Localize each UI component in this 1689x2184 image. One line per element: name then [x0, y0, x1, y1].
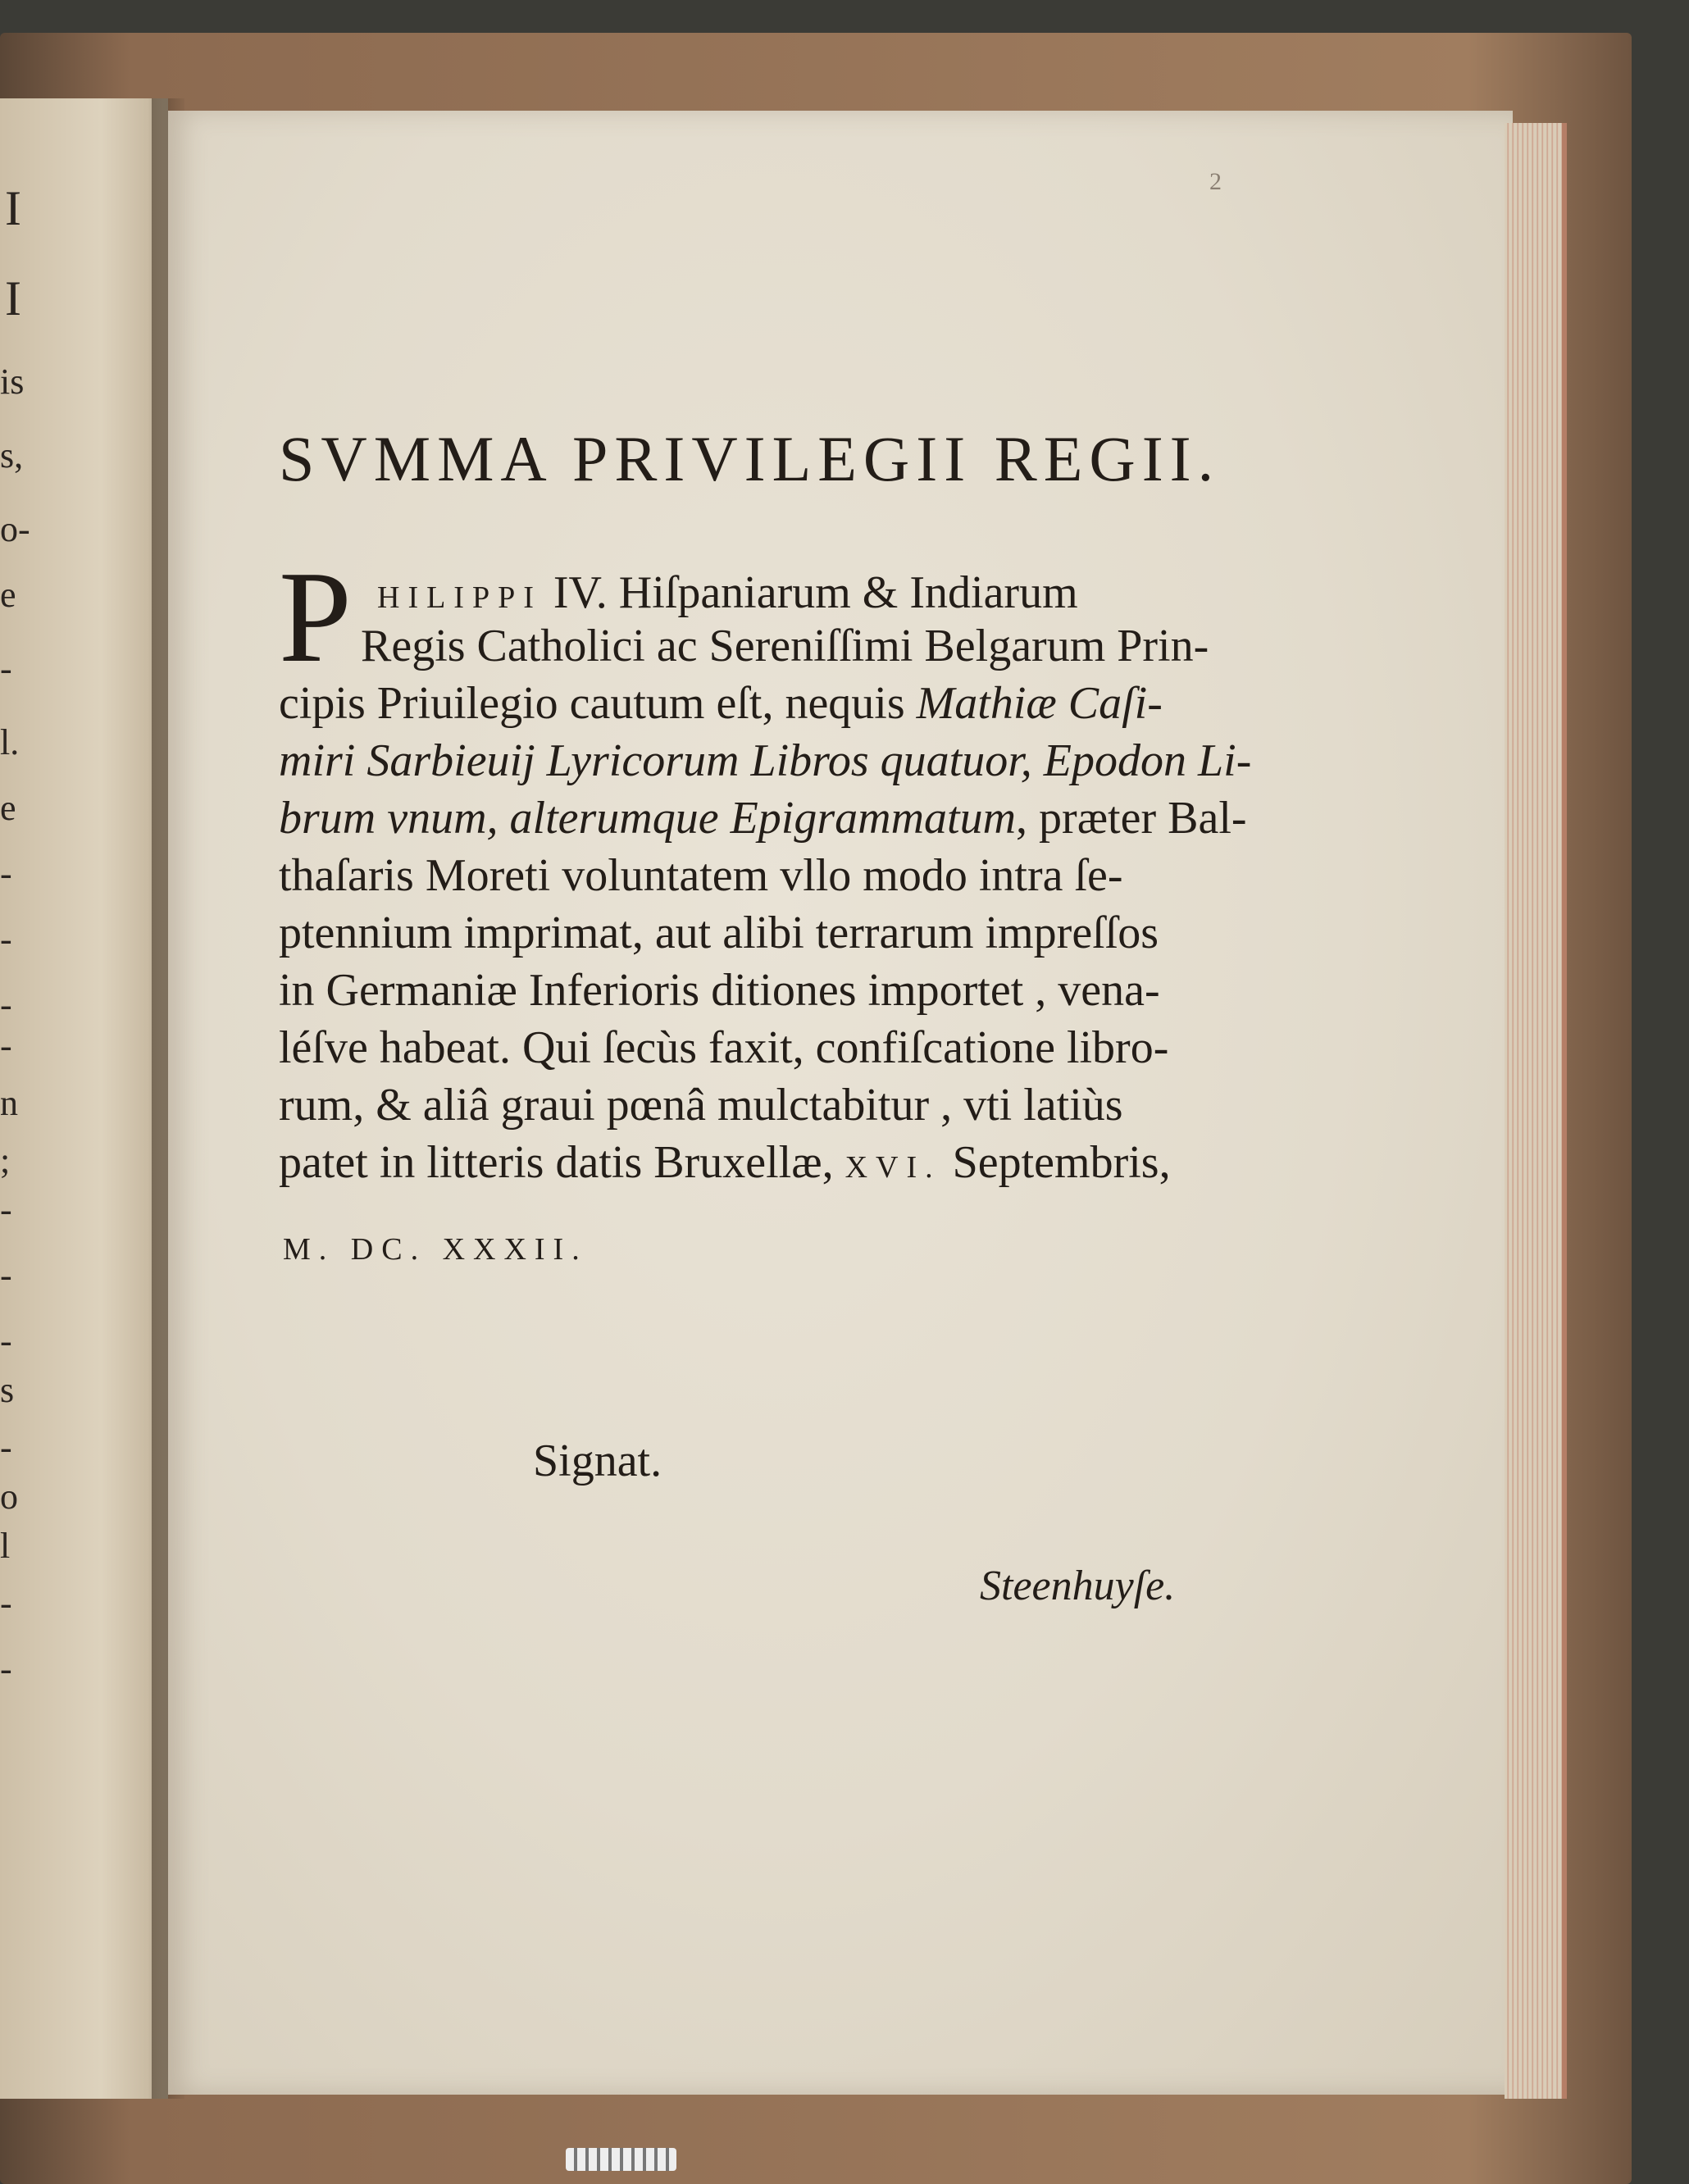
text-run: , præter Bal- [1016, 793, 1247, 844]
body-line [279, 1078, 1123, 1132]
text-run: rum, & aliâ graui pœnâ mulctabitur , vti latiùs [279, 1080, 1123, 1131]
page-title: SVMMA PRIVILEGII REGII. [279, 423, 1221, 494]
text-run: in Germaniæ Inferioris ditiones importet , vena- [279, 965, 1160, 1016]
left-margin-glyph: s [0, 1370, 15, 1410]
left-margin-glyph: - [0, 1583, 12, 1623]
signature-name: Steenhuyſe. [980, 1563, 1176, 1609]
left-page [0, 98, 168, 2099]
text-run: Regis Catholici ac Sereniſſimi Belgarum Prin- [361, 621, 1209, 671]
left-margin-glyph: ; [0, 1140, 11, 1181]
body-line [283, 1217, 588, 1272]
text-run: ptennium imprimat, aut alibi terrarum impreſſos [279, 908, 1159, 958]
body-line [279, 676, 1163, 730]
body-line [279, 963, 1160, 1017]
text-run: thaſaris Moreti voluntatem vllo modo intra ſe- [279, 850, 1123, 901]
text-run: M. DC. XXXII. [283, 1232, 588, 1267]
folio-number: 2 [1209, 168, 1222, 195]
left-margin-glyph: I [5, 271, 21, 325]
left-margin-glyph: - [0, 1255, 12, 1295]
body-line [279, 1135, 1171, 1190]
text-run: cipis Priuilegio cautum eſt, nequis [279, 678, 917, 729]
left-margin-glyph: is [0, 362, 25, 402]
body-line [279, 791, 1247, 845]
left-margin-glyph: I [5, 181, 21, 235]
left-margin-glyph: - [0, 853, 12, 894]
body-line [377, 566, 1078, 620]
left-margin-glyph: - [0, 1427, 12, 1467]
left-margin-glyph: - [0, 1026, 12, 1066]
left-margin-glyph: s, [0, 435, 24, 475]
text-run: léſve habeat. Qui ſecùs faxit, confiſcatione libro- [279, 1022, 1169, 1073]
left-margin-glyph: o- [0, 509, 30, 549]
left-margin-glyph: - [0, 985, 12, 1025]
text-run: patet in litteris datis Bruxellæ, [279, 1137, 845, 1188]
left-margin-glyph: n [0, 1083, 18, 1123]
body-line [361, 619, 1209, 673]
text-run: IV. Hiſpaniarum & Indiarum [541, 567, 1078, 618]
left-margin-glyph: - [0, 1321, 12, 1361]
body-line [279, 1021, 1168, 1075]
text-run: miri Sarbieuij Lyricorum Libros quatuor, Epodon Li- [279, 735, 1252, 786]
left-margin-glyph: l [0, 1526, 11, 1566]
left-margin-glyph: e [0, 575, 16, 615]
color-calibration-tab [566, 2148, 676, 2171]
page-edges [1505, 123, 1567, 2099]
text-run: Septembris, [940, 1137, 1171, 1188]
text-run: brum vnum, alterumque Epigrammatum [279, 793, 1017, 844]
left-margin-glyph: e [0, 788, 16, 828]
body-line [279, 906, 1159, 960]
signat-label: Signat. [533, 1436, 662, 1486]
left-margin-glyph: - [0, 648, 12, 689]
left-margin-glyph: l. [0, 722, 20, 762]
text-run: Mathiæ Caſi- [916, 678, 1163, 729]
drop-cap: P [279, 544, 352, 689]
left-margin-glyph: - [0, 1190, 12, 1230]
body-line [279, 849, 1123, 903]
text-run: XVI. [844, 1150, 941, 1185]
left-margin-glyph: - [0, 1649, 12, 1689]
text-run: HILIPPI [377, 580, 542, 615]
body-line [279, 734, 1251, 788]
left-margin-glyph: - [0, 919, 12, 959]
left-margin-glyph: o [0, 1476, 18, 1517]
